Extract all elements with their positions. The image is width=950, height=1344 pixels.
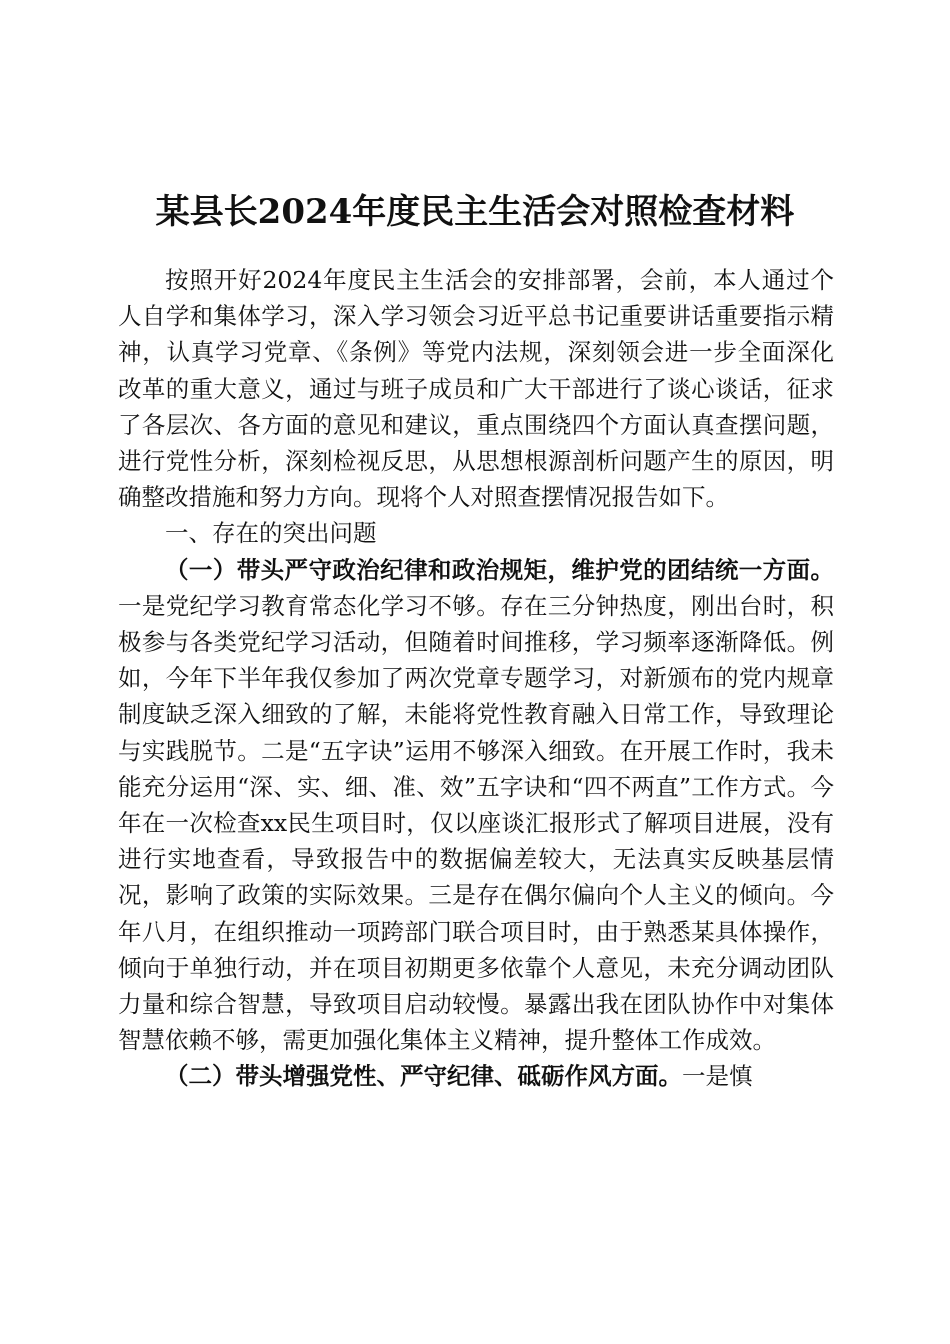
subsection-2-body: 一是慎 bbox=[682, 1062, 753, 1091]
subsection-1-paragraph bbox=[118, 552, 834, 1059]
subsection-1-body: 一是党纪学习教育常态化学习不够。存在三分钟热度，刚出台时，积极参与各类党纪学习活动，但随着时间推移，学习频率逐渐降低。例如，今年下半年我仅参加了两次党章专题学习，对新颁布的党内规章制度缺乏深入细致的了解，未能将党性教育融入日常工作，导致理论与实践脱节。二是“五字诀”运用不够深入细致。在开展工作时，我未能充分运用“深、实、细、准、效”五字诀和“四不两直”工作方式。今年在一次检查xx民生项目时，仅以座谈汇报形式了解项目进展，没有进行实地查看，导致报告中的数据偏差较大，无法真实反映基层情况，影响了政策的实际效果。三是存在偶尔偏向个人主义的倾向。今年八月，在组织推动一项跨部门联合项目时，由于熟悉某具体操作，倾向于单独行动，并在项目初期更多依靠个人意见，未充分调动团队力量和综合智慧，导致项目启动较慢。暴露出我在团队协作中对集体智慧依赖不够，需更加强化集体主义精神，提升整体工作成效。 bbox=[118, 591, 834, 1055]
subsection-2-paragraph bbox=[118, 1058, 834, 1094]
intro-paragraph: 按照开好2024年度民主生活会的安排部署，会前，本人通过个人自学和集体学习，深入学习领会习近平总书记重要讲话重要指示精神，认真学习党章、《条例》等党内法规，深刻领会进一步全面深化改革的重大意义，通过与班子成员和广大干部进行了谈心谈话，征求了各层次、各方面的意见和建议，重点围绕四个方面认真查摆问题，进行党性分析，深刻检视反思，从思想根源剖析问题产生的原因，明确整改措施和努力方向。现将个人对照查摆情况报告如下。 bbox=[118, 266, 834, 512]
document-title: 某县长2024年度民主生活会对照检查材料 bbox=[155, 192, 795, 232]
section-heading-problems: 一、存在的突出问题 bbox=[165, 519, 377, 548]
subsection-2-heading: （二）带头增强党性、严守纪律、砥砺作风方面。 bbox=[165, 1062, 682, 1091]
document-body bbox=[118, 262, 834, 1095]
subsection-1-heading: （一）带头严守政治纪律和政治规矩，维护党的团结统一方面。 bbox=[165, 555, 834, 584]
